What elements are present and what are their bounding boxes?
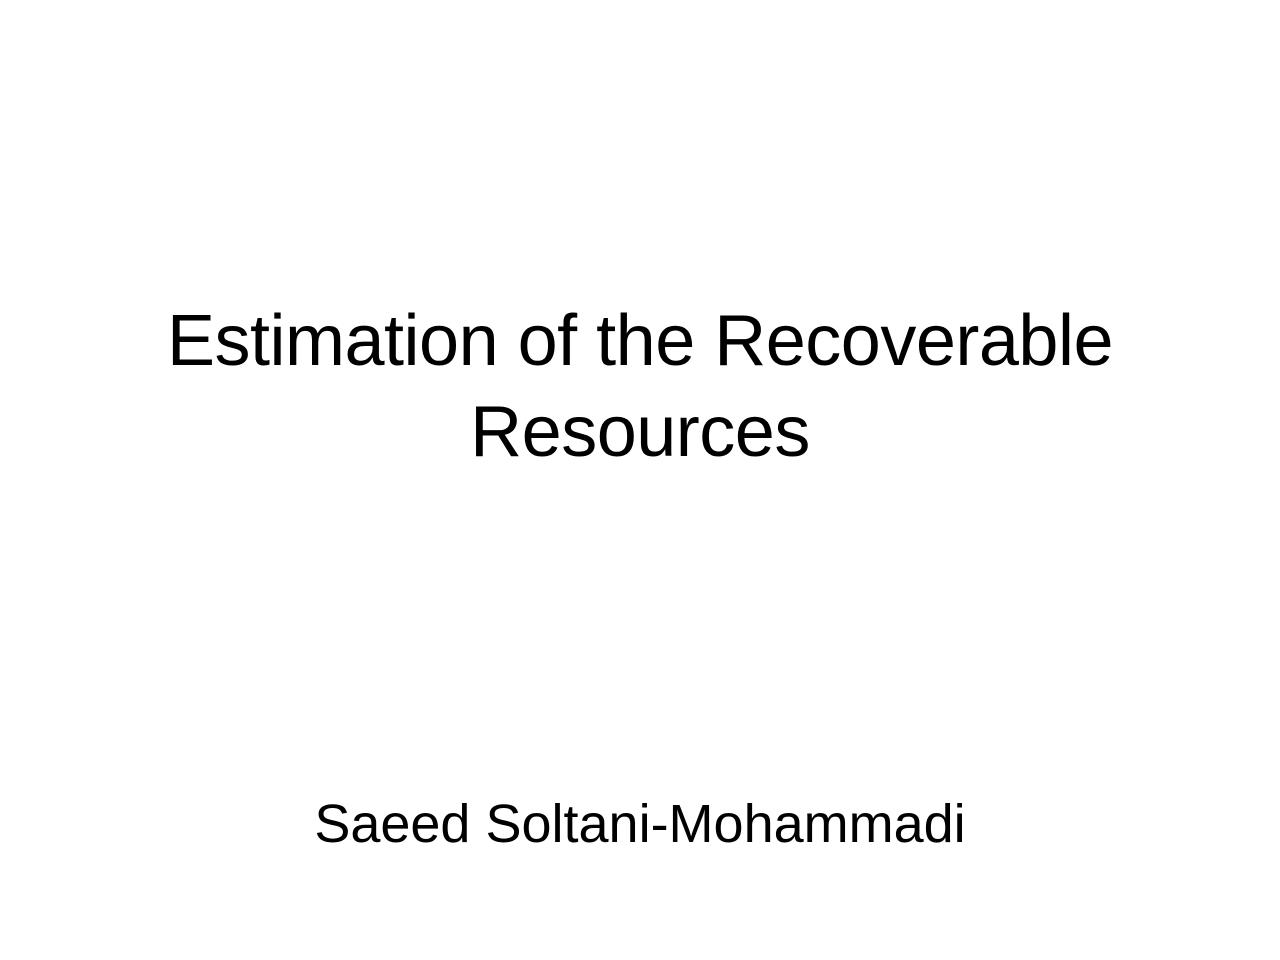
page-title: Estimation of the Recoverable Resources [166, 301, 1113, 472]
subtitle-placeholder [96, 792, 1184, 857]
author-name: Saeed Soltani-Mohammadi [314, 794, 966, 854]
title-placeholder [96, 296, 1184, 477]
